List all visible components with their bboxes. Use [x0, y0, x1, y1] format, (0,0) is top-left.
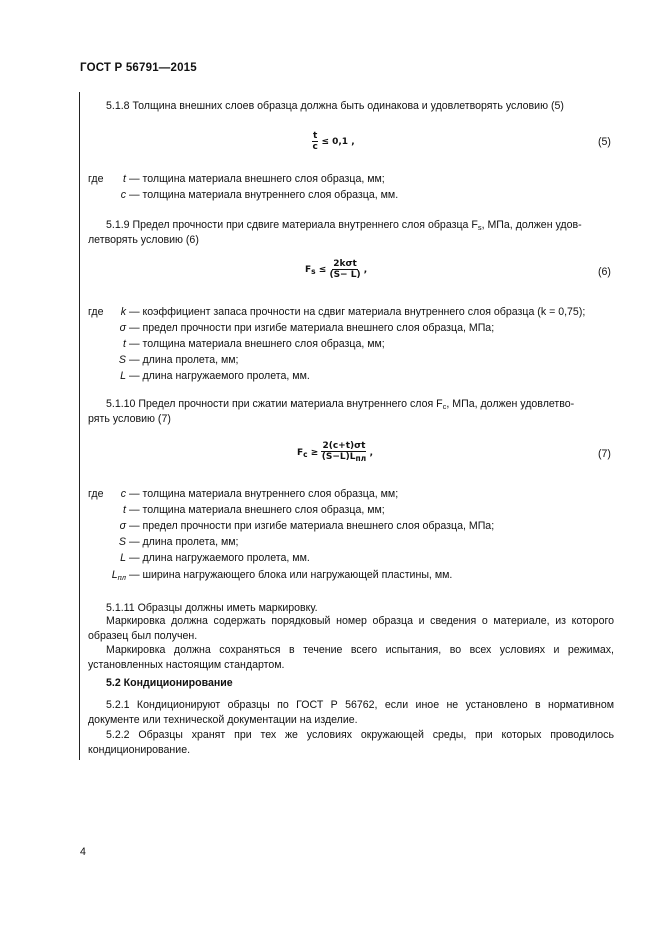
paragraph-5-1-8: 5.1.8 Толщина внешних слоев образца должна быть одинакова и удовлетворять условию (5)	[106, 100, 564, 112]
def-text: — толщина материала внутреннего слоя образца, мм;	[128, 488, 399, 500]
formula-6	[305, 259, 367, 280]
formula-5-label: (5)	[598, 136, 611, 148]
def-row	[108, 569, 452, 582]
paragraph-5-1-10-line2: рять условию (7)	[88, 413, 171, 425]
def-symbol: t	[123, 173, 126, 185]
formula-7	[297, 441, 373, 464]
section-heading-5-2: 5.2 Кондиционирование	[106, 677, 233, 689]
paragraph-5-1-11-marking: Маркировка должна содержать порядковый номер образца и сведения о материале, из которого образец был получен.	[88, 615, 614, 643]
formula-7-den	[322, 452, 366, 464]
formula-7-lhs: F	[297, 448, 304, 458]
formula-5	[312, 131, 355, 152]
where-label-5: где	[88, 173, 104, 185]
def-row	[118, 189, 398, 201]
def-text: — толщина материала внешнего слоя образца, мм;	[128, 338, 385, 350]
formula-5-num: t	[313, 131, 318, 141]
def-text: — предел прочности при изгибе материала внешнего слоя образца, МПа;	[128, 520, 495, 532]
where-label-6: где	[88, 306, 104, 318]
formula-7-tail: ,	[369, 448, 373, 458]
formula-6-num: 2kσt	[333, 259, 357, 269]
def-symbol: t	[123, 504, 126, 516]
subscript: c	[442, 402, 447, 411]
def-text: — длина пролета, мм;	[128, 536, 239, 548]
formula-6-lhs: F	[305, 265, 312, 275]
formula-7-den-sub: пл	[355, 454, 367, 463]
def-symbol: σ	[119, 322, 126, 334]
paragraph-5-1-11-keep: Маркировка должна сохраняться в течение всего испытания, во всех условиях и режимах, установленных настоящим стандартом.	[88, 644, 614, 672]
formula-6-den: (S− L)	[329, 270, 361, 280]
def-row	[114, 354, 239, 366]
def-text: — толщина материала внутреннего слоя образца, мм.	[128, 189, 399, 201]
def-row	[108, 536, 239, 548]
def-symbol: c	[120, 189, 126, 201]
text: , МПа, должен удовлетво-	[446, 398, 575, 410]
formula-7-den-text: (S−L)L	[321, 452, 356, 462]
change-bar	[79, 92, 80, 760]
def-symbol: σ	[119, 520, 126, 532]
paragraph-5-2-2: 5.2.2 Образцы хранят при тех же условиях окружающей среды, при которых проводилось кондиционирование.	[88, 729, 614, 757]
def-row	[108, 520, 494, 532]
formula-7-lhs-sub: c	[303, 450, 308, 459]
def-symbol	[108, 569, 126, 582]
def-text: — предел прочности при изгибе материала внешнего слоя образца, МПа;	[128, 322, 495, 334]
def-row	[114, 370, 310, 382]
formula-6-tail: ,	[363, 265, 368, 275]
def-text: — длина пролета, мм;	[128, 354, 239, 366]
def-symbol: S	[118, 536, 126, 548]
def-text: — коэффициент запаса прочности на сдвиг материала внутреннего слоя образца (k = 0,75);	[128, 306, 586, 318]
def-symbol: L	[120, 370, 126, 382]
def-symbol: t	[123, 338, 126, 350]
def-row	[118, 173, 385, 185]
paragraph-5-1-10-line1	[106, 398, 574, 411]
def-symbol: S	[118, 354, 126, 366]
def-symbol-letter: L	[111, 569, 118, 581]
where-label-7: где	[88, 488, 104, 500]
formula-5-den: c	[312, 142, 318, 152]
page-number: 4	[80, 846, 86, 858]
paragraph-5-1-9-line2: летворять условию (6)	[88, 234, 199, 246]
formula-6-label: (6)	[598, 266, 611, 278]
def-row	[108, 504, 385, 516]
def-text: — толщина материала внешнего слоя образца, мм;	[128, 173, 385, 185]
subscript: s	[477, 223, 482, 232]
def-symbol: L	[120, 552, 126, 564]
formula-7-num: 2(c+t)σt	[322, 441, 366, 451]
def-row	[114, 322, 494, 334]
formula-7-rel: ≥	[310, 448, 319, 458]
document-header: ГОСТ Р 56791—2015	[80, 62, 197, 74]
def-text: — ширина нагружающего блока или нагружающей пластины, мм.	[128, 569, 453, 581]
def-row	[108, 488, 398, 500]
paragraph-5-1-9-line1	[106, 219, 582, 232]
def-text: — длина нагружаемого пролета, мм.	[128, 552, 310, 564]
def-symbol: c	[120, 488, 126, 500]
def-row	[114, 306, 585, 318]
text: 5.1.10 Предел прочности при сжатии материала внутреннего слоя F	[106, 398, 443, 410]
def-symbol-sub: пл	[117, 573, 126, 582]
def-text: — длина нагружаемого пролета, мм.	[128, 370, 310, 382]
formula-5-rel: ≤ 0,1 ,	[321, 137, 355, 147]
text: 5.1.9 Предел прочности при сдвиге материала внутреннего слоя образца F	[106, 219, 478, 231]
text: , МПа, должен удов-	[481, 219, 582, 231]
paragraph-5-2-1: 5.2.1 Кондиционируют образцы по ГОСТ Р 56762, если иное не установлено в нормативном документе или технической документации на изделие.	[88, 699, 614, 727]
formula-6-lhs-sub: s	[311, 267, 316, 276]
paragraph-5-1-11: 5.1.11 Образцы должны иметь маркировку.	[106, 602, 318, 614]
formula-6-rel: ≤	[318, 265, 327, 275]
def-symbol: k	[120, 306, 126, 318]
formula-7-label: (7)	[598, 448, 611, 460]
def-text: — толщина материала внешнего слоя образца, мм;	[128, 504, 385, 516]
def-row	[114, 338, 385, 350]
def-row	[108, 552, 310, 564]
